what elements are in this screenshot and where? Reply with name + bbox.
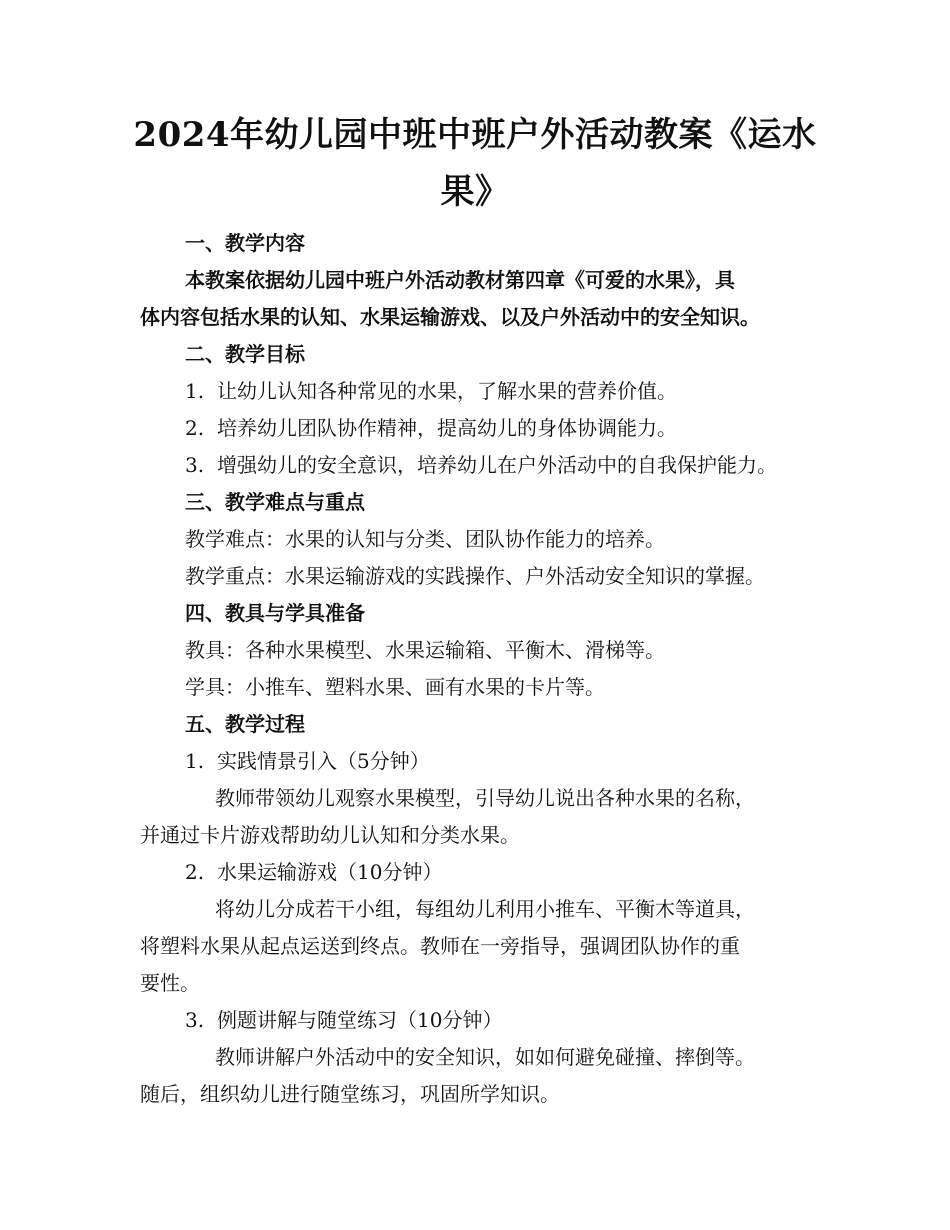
step-title: 水果运输游戏（10分钟）: [217, 860, 443, 884]
list-item-number: 1.: [185, 379, 205, 403]
list-item-number: 3.: [185, 453, 205, 477]
list-item-number: 2.: [185, 416, 205, 440]
list-item-text: 培养幼儿团队协作精神，提高幼儿的身体协调能力。: [217, 416, 677, 440]
list-item-text: 让幼儿认知各种常见的水果，了解水果的营养价值。: [217, 379, 677, 403]
paragraph-line: 教学难点：水果的认知与分类、团队协作能力的培养。: [185, 527, 665, 551]
step-number: 2.: [185, 860, 205, 884]
paragraph-line: 教师讲解户外活动中的安全知识，如如何避免碰撞、摔倒等。: [215, 1045, 755, 1069]
section-heading-teaching-aids: 四、教具与学具准备: [185, 601, 365, 625]
paragraph-line: 将幼儿分成若干小组，每组幼儿利用小推车、平衡木等道具，: [215, 897, 755, 921]
step-title: 实践情景引入（5分钟）: [217, 749, 430, 773]
list-item-text: 增强幼儿的安全意识，培养幼儿在户外活动中的自我保护能力。: [217, 453, 777, 477]
paragraph-line: 教师带领幼儿观察水果模型，引导幼儿说出各种水果的名称，: [215, 786, 755, 810]
paragraph-line: 将塑料水果从起点运送到终点。教师在一旁指导，强调团队协作的重: [140, 934, 740, 958]
document-title-line-2: 果》: [440, 172, 510, 212]
list-item: [185, 414, 677, 442]
step-number: 3.: [185, 1008, 205, 1032]
section-heading-teaching-content: 一、教学内容: [185, 231, 305, 255]
section-heading-teaching-goals: 二、教学目标: [185, 342, 305, 366]
paragraph-line: 教学重点：水果运输游戏的实践操作、户外活动安全知识的掌握。: [185, 564, 765, 588]
paragraph-line: 教具：各种水果模型、水果运输箱、平衡木、滑梯等。: [185, 638, 665, 662]
document-title-line-1: 2024年幼儿园中班中班户外活动教案《运水: [133, 115, 817, 155]
process-step-heading: [185, 858, 442, 886]
paragraph-line: 要性。: [140, 971, 200, 995]
step-number: 1.: [185, 749, 205, 773]
section-heading-teaching-process: 五、教学过程: [185, 712, 305, 736]
list-item: [185, 377, 677, 405]
paragraph-line: 体内容包括水果的认知、水果运输游戏、以及户外活动中的安全知识。: [140, 305, 760, 329]
process-step-heading: [185, 1006, 502, 1034]
paragraph-line: 学具：小推车、塑料水果、画有水果的卡片等。: [185, 675, 605, 699]
paragraph-line: 并通过卡片游戏帮助幼儿认知和分类水果。: [140, 823, 520, 847]
step-title: 例题讲解与随堂练习（10分钟）: [217, 1008, 503, 1032]
section-heading-difficulties-and-keys: 三、教学难点与重点: [185, 490, 365, 514]
paragraph-line: 本教案依据幼儿园中班户外活动教材第四章《可爱的水果》，具: [185, 268, 735, 292]
process-step-heading: [185, 747, 430, 775]
paragraph-line: 随后，组织幼儿进行随堂练习，巩固所学知识。: [140, 1082, 560, 1106]
list-item: [185, 451, 777, 479]
